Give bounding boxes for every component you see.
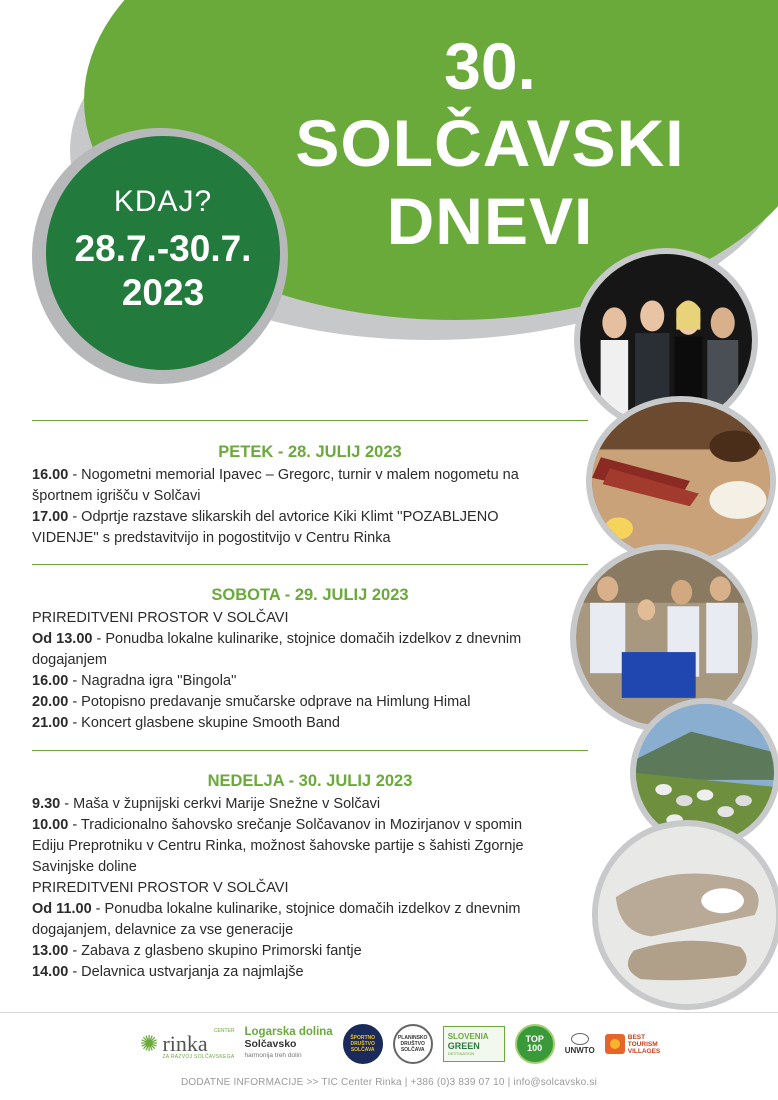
program-text: - Potopisno predavanje smučarske odprave na Himlung Himal <box>68 694 471 710</box>
event-year: 2023 <box>121 272 205 313</box>
program-text: - Maša v župnijski cerkvi Marije Snežne v Solčavi <box>60 796 381 812</box>
day-title: NEDELJA - 30. JULIJ 2023 <box>207 772 413 790</box>
program-line <box>32 794 588 815</box>
program-line <box>32 713 588 734</box>
divider-top <box>32 420 588 421</box>
program-time: 21.00 <box>32 715 69 731</box>
center-rinka-logo <box>140 1028 235 1060</box>
program-time: 20.00 <box>32 694 69 710</box>
logarska-line-2: Solčavsko <box>244 1038 297 1050</box>
program-line <box>32 486 588 507</box>
program-time: 16.00 <box>32 467 69 483</box>
program-time: 17.00 <box>32 509 69 525</box>
program-time: 13.00 <box>32 943 69 959</box>
title-line-2: DNEVI <box>386 184 594 258</box>
event-dates: 28.7.-30.7. <box>74 228 252 269</box>
program-text: - Koncert glasbene skupine Smooth Band <box>68 715 340 731</box>
program-text: - Tradicionalno šahovsko srečanje Solčavanov in Mozirjanov v spomin <box>68 817 523 833</box>
when-label: KDAJ? <box>113 185 213 218</box>
top100-a: TOP <box>525 1034 544 1044</box>
sponsor-logos <box>140 1022 670 1066</box>
program-line <box>32 836 588 857</box>
program-line <box>32 899 588 920</box>
slovenia-green-logo <box>443 1026 505 1062</box>
program-line <box>32 528 588 549</box>
pd-logo-text: PLANINSKO DRUŠTVO SOLČAVA <box>397 1035 428 1053</box>
program-saturday <box>32 584 588 734</box>
title-edition: 30. <box>444 29 536 103</box>
program-text: - Nagradna igra ''Bingola'' <box>68 673 237 689</box>
divider-friday <box>32 564 588 565</box>
logarska-line-3: harmonija treh dolin <box>244 1052 302 1059</box>
sg-line-1: SLOVENIA <box>447 1032 489 1041</box>
rinka-logo-text: rinka <box>162 1031 208 1056</box>
program-text: - Ponudba lokalne kulinarike, stojnice domačih izdelkov z dnevnim <box>91 901 521 917</box>
event-title <box>270 28 710 260</box>
rinka-logo-top: CENTER <box>213 1028 235 1034</box>
felt-slippers-photo <box>592 820 778 1010</box>
program-text: - Zabava z glasbeno skupino Primorski fantje <box>68 943 362 959</box>
sun-icon: ✺ <box>140 1031 159 1056</box>
logarska-logo <box>245 1026 333 1062</box>
program-text: športnem igrišču v Solčavi <box>32 488 201 504</box>
program-line <box>32 629 588 650</box>
best-tourism-villages-logo <box>605 1034 670 1055</box>
divider-saturday <box>32 750 588 751</box>
program-line <box>32 815 588 836</box>
program-line <box>32 962 588 983</box>
program-line <box>32 507 588 528</box>
program-text: VIDENJE'' s predstavitvijo in pogostitvijo v Centru Rinka <box>32 530 391 546</box>
program-sunday <box>32 770 588 983</box>
sd-logo-text: ŠPORTNO DRUŠTVO SOLČAVA <box>350 1035 376 1053</box>
program-text: PRIREDITVENI PROSTOR V SOLČAVI <box>32 610 289 626</box>
sg-line-3: DESTINATION <box>447 1051 475 1056</box>
top100-b: 100 <box>527 1043 543 1053</box>
unwto-text: UNWTO <box>564 1046 595 1055</box>
title-line-1: SOLČAVSKI <box>295 106 685 180</box>
food-platter-photo <box>586 396 776 566</box>
program-text: dogajanjem <box>32 652 107 668</box>
program-text: - Nogometni memorial Ipavec – Gregorc, turnir v malem nogometu na <box>68 467 519 483</box>
rinka-logo-sub: ZA RAZVOJ SOLČAVSKEGA <box>162 1054 235 1060</box>
sportno-drustvo-logo <box>343 1024 383 1064</box>
program-text: dogajanjem, delavnice za vse generacije <box>32 922 294 938</box>
footer-divider <box>0 1012 778 1013</box>
program-time: 9.30 <box>32 796 61 812</box>
program-time: Od 13.00 <box>32 631 93 647</box>
btv-text: BEST TOURISM VILLAGES <box>627 1033 661 1055</box>
program-time: 14.00 <box>32 964 69 980</box>
program-line <box>32 878 588 899</box>
day-title: SOBOTA - 29. JULIJ 2023 <box>211 586 409 604</box>
program-time: 10.00 <box>32 817 69 833</box>
program-line <box>32 465 588 486</box>
day-title: PETEK - 28. JULIJ 2023 <box>218 443 402 461</box>
program-text: - Delavnica ustvarjanja za najmlajše <box>68 964 304 980</box>
unwto-logo <box>565 1033 595 1055</box>
contact-info: DODATNE INFORMACIJE >> TIC Center Rinka | +386 (0)3 839 07 10 | info@solcavsko.si <box>180 1077 598 1088</box>
btv-mark-icon <box>605 1034 625 1054</box>
program-time: Od 11.00 <box>32 901 92 917</box>
sg-line-2: GREEN <box>447 1041 480 1051</box>
top100-logo <box>515 1024 555 1064</box>
planinsko-drustvo-logo <box>393 1024 433 1064</box>
program-text: - Ponudba lokalne kulinarike, stojnice domačih izdelkov z dnevnim <box>92 631 522 647</box>
program-line <box>32 857 588 878</box>
program-line <box>32 608 588 629</box>
program-line <box>32 941 588 962</box>
program-text: Savinjske doline <box>32 859 137 875</box>
globe-icon <box>571 1033 589 1045</box>
program-time: 16.00 <box>32 673 69 689</box>
program-text: - Odprtje razstave slikarskih del avtorice Kiki Klimt ''POZABLJENO <box>68 509 499 525</box>
program-line <box>32 671 588 692</box>
program-line <box>32 692 588 713</box>
program-text: Ediju Preprotniku v Centru Rinka, možnost šahovske partije s šahisti Zgornje <box>32 838 524 854</box>
logarska-line-1: Logarska dolina <box>244 1026 333 1038</box>
program-friday <box>32 441 588 549</box>
program-line <box>32 920 588 941</box>
program-text: PRIREDITVENI PROSTOR V SOLČAVI <box>32 880 289 896</box>
date-circle <box>46 136 280 370</box>
program-line <box>32 650 588 671</box>
